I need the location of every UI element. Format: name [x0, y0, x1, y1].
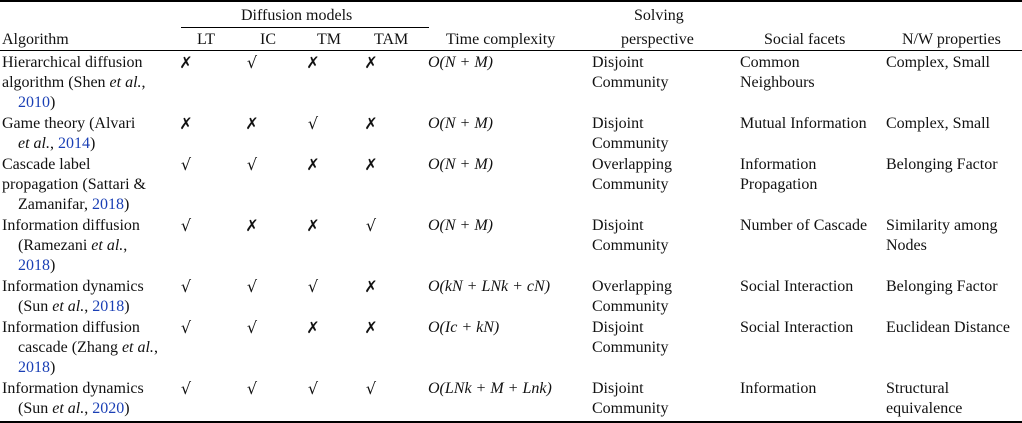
- ic-mark: √: [246, 155, 258, 174]
- nw-property-line: Complex, Small: [886, 115, 990, 132]
- perspective-line: Disjoint: [592, 54, 644, 71]
- perspective-line: Disjoint: [592, 319, 644, 336]
- bottom-rule: [0, 421, 1022, 423]
- citation-year[interactable]: 2020: [92, 400, 125, 417]
- tam-mark: ✗: [364, 53, 378, 72]
- perspective-line: Community: [592, 135, 669, 152]
- tm-mark: ✗: [306, 155, 320, 174]
- tm-mark: √: [307, 114, 319, 133]
- tm-mark: √: [307, 277, 319, 296]
- nw-property-line: equivalence: [886, 400, 963, 417]
- algorithm-line: Information diffusion: [2, 217, 140, 234]
- time-complexity: O(Ic + kN): [428, 319, 500, 336]
- ic-mark: √: [246, 53, 258, 72]
- time-complexity: O(kN + LNk + cN): [428, 278, 551, 295]
- social-facet-line: Propagation: [740, 176, 818, 193]
- header-algorithm: Algorithm: [2, 31, 69, 48]
- citation-year[interactable]: 2018: [91, 196, 124, 213]
- ic-mark: ✗: [245, 216, 259, 235]
- perspective-line: Community: [592, 298, 669, 315]
- header-ic: IC: [260, 31, 276, 48]
- lt-mark: √: [180, 318, 192, 337]
- time-complexity: O(N + M): [428, 115, 494, 132]
- social-facet-line: Social Interaction: [740, 319, 854, 336]
- algorithm-line: 2010): [18, 94, 56, 111]
- algorithm-line: algorithm (Shen et al.,: [2, 74, 146, 91]
- diffusion-models-rule: [181, 27, 429, 28]
- lt-mark: ✗: [179, 53, 193, 72]
- social-facet-line: Mutual Information: [740, 115, 867, 132]
- header-rule: [0, 50, 1022, 51]
- header-time-complexity: Time complexity: [446, 31, 556, 48]
- tam-mark: ✗: [364, 155, 378, 174]
- header-lt: LT: [197, 31, 216, 48]
- nw-property-line: Euclidean Distance: [886, 319, 1010, 336]
- nw-property-line: Nodes: [886, 237, 927, 254]
- tm-mark: ✗: [306, 216, 320, 235]
- header-tam: TAM: [374, 31, 409, 48]
- perspective-line: Disjoint: [592, 217, 644, 234]
- nw-property-line: Similarity among: [886, 217, 998, 234]
- citation-year[interactable]: 2018: [18, 359, 50, 376]
- algorithm-line: Information dynamics: [2, 278, 144, 295]
- perspective-line: Community: [592, 74, 669, 91]
- citation-year[interactable]: 2010: [18, 94, 50, 111]
- perspective-line: Community: [592, 339, 669, 356]
- time-complexity: O(LNk + M + Lnk): [428, 380, 552, 397]
- tam-mark: ✗: [364, 114, 378, 133]
- tam-mark: ✗: [364, 318, 378, 337]
- algorithm-line: Hierarchical diffusion: [2, 54, 143, 71]
- algorithm-line: Cascade label: [2, 156, 91, 173]
- algorithm-line: Information dynamics: [2, 380, 144, 397]
- header-perspective: perspective: [621, 31, 694, 48]
- header-tm: TM: [317, 31, 341, 48]
- lt-mark: √: [180, 216, 192, 235]
- social-facet-line: Common: [740, 54, 800, 71]
- perspective-line: Disjoint: [592, 380, 644, 397]
- social-facet-line: Social Interaction: [740, 278, 854, 295]
- citation-year[interactable]: 2018: [18, 257, 50, 274]
- algorithm-line: et al., 2014): [18, 135, 96, 152]
- citation-year[interactable]: 2018: [92, 298, 125, 315]
- perspective-line: Overlapping: [592, 278, 672, 295]
- ic-mark: ✗: [245, 114, 259, 133]
- time-complexity: O(N + M): [428, 156, 494, 173]
- tm-mark: ✗: [306, 318, 320, 337]
- algorithm-line: (Sun et al., 2020): [18, 400, 130, 417]
- lt-mark: √: [180, 379, 192, 398]
- header-diffusion-models: Diffusion models: [241, 7, 353, 24]
- social-facet-line: Number of Cascade: [740, 217, 868, 234]
- ic-mark: √: [246, 379, 258, 398]
- ic-mark: √: [246, 277, 258, 296]
- nw-property-line: Belonging Factor: [886, 156, 998, 173]
- algorithm-line: Game theory (Alvari: [2, 115, 136, 132]
- lt-mark: √: [180, 155, 192, 174]
- social-facet-line: Information: [740, 380, 817, 397]
- social-facet-line: Neighbours: [740, 74, 815, 91]
- algorithm-line: Zamanifar, 2018): [18, 196, 130, 213]
- algorithm-line: (Ramezani et al.,: [18, 237, 128, 254]
- header-solving: Solving: [634, 7, 684, 24]
- algorithm-line: propagation (Sattari &: [2, 176, 146, 193]
- nw-property-line: Belonging Factor: [886, 278, 998, 295]
- social-facet-line: Information: [740, 156, 817, 173]
- perspective-line: Community: [592, 176, 669, 193]
- tm-mark: √: [307, 379, 319, 398]
- citation-year[interactable]: 2014: [58, 135, 90, 152]
- time-complexity: O(N + M): [428, 217, 494, 234]
- nw-property-line: Complex, Small: [886, 54, 990, 71]
- tam-mark: √: [365, 216, 377, 235]
- perspective-line: Community: [592, 400, 669, 417]
- algorithm-line: 2018): [18, 257, 56, 274]
- tam-mark: ✗: [364, 277, 378, 296]
- lt-mark: √: [180, 277, 192, 296]
- perspective-line: Community: [592, 237, 669, 254]
- algorithm-line: Information diffusion: [2, 319, 140, 336]
- algorithm-line: 2018): [18, 359, 56, 376]
- ic-mark: √: [246, 318, 258, 337]
- header-nw-properties: N/W properties: [902, 31, 1001, 48]
- tm-mark: ✗: [306, 53, 320, 72]
- lt-mark: ✗: [179, 114, 193, 133]
- time-complexity: O(N + M): [428, 54, 494, 71]
- header-social-facets: Social facets: [764, 31, 846, 48]
- perspective-line: Disjoint: [592, 115, 644, 132]
- perspective-line: Overlapping: [592, 156, 672, 173]
- tam-mark: √: [365, 379, 377, 398]
- nw-property-line: Structural: [886, 380, 950, 397]
- algorithm-line: cascade (Zhang et al.,: [18, 339, 158, 356]
- algorithm-line: (Sun et al., 2018): [18, 298, 130, 315]
- top-rule: [0, 0, 1022, 2]
